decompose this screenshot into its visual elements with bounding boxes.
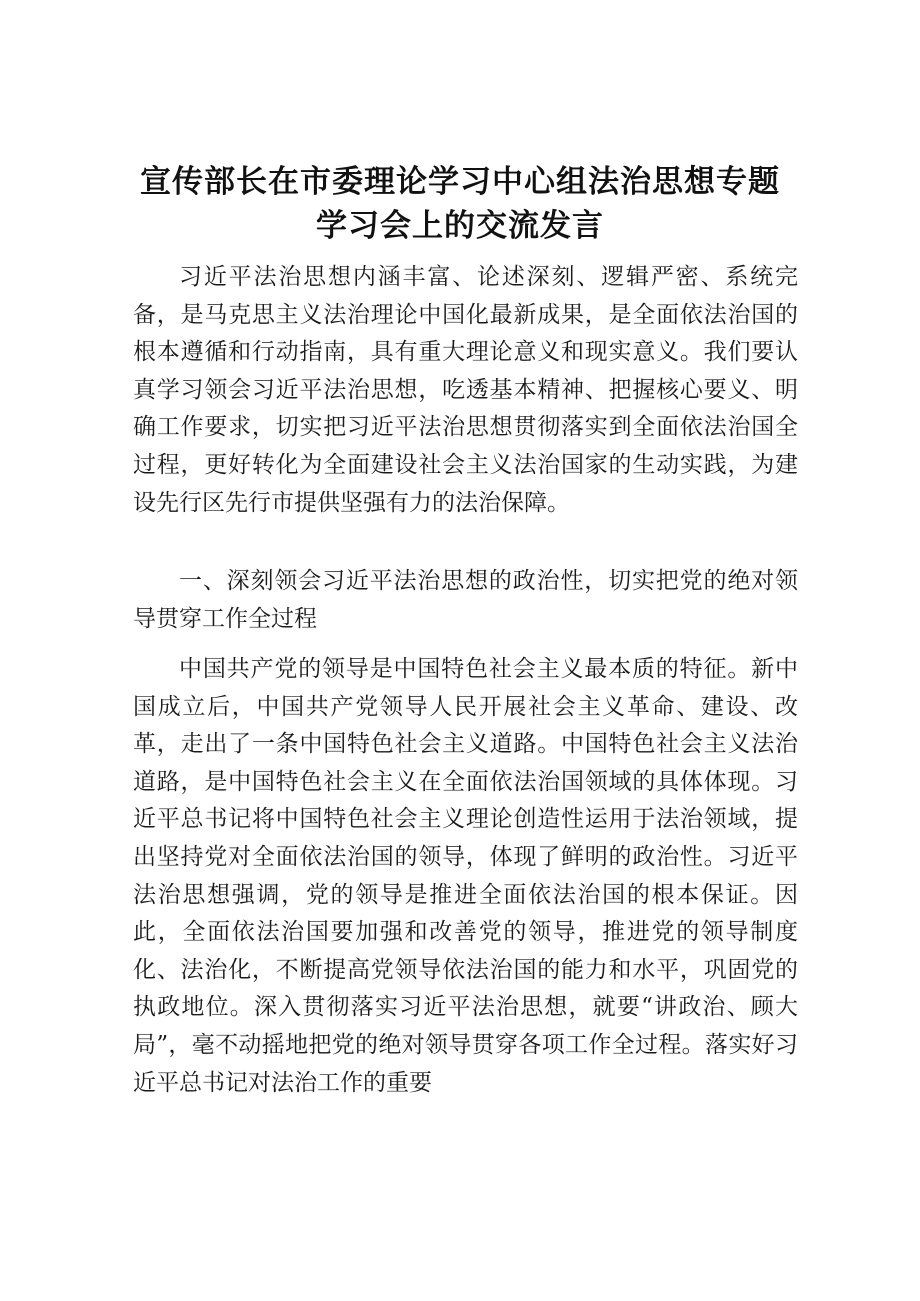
document-title bbox=[100, 160, 820, 248]
title-line-2: 学习会上的交流发言 bbox=[316, 208, 604, 244]
section-1-paragraph: 中国共产党的领导是中国特色社会主义最本质的特征。新中国成立后，中国共产党领导人民开展社会主义革命、建设、改革，走出了一条中国特色社会主义道路。中国特色社会主义法治道路，是中国特色社会主义在全面依法治国领域的具体体现。习近平总书记将中国特色社会主义理论创造性运用于法治领域，提出坚持党对全面依法治国的领导，体现了鲜明的政治性。习近平法治思想强调，党的领导是推进全面依法治国的根本保证。因此，全面依法治国要加强和改善党的领导，推进党的领导制度化、法治化，不断提高党领导依法治国的能力和水平，巩固党的执政地位。深入贯彻落实习近平法治思想，就要“讲政治、顾大局”，毫不动摇地把党的绝对领导贯穿各项工作全过程。落实好习近平总书记对法治工作的重要 bbox=[133, 656, 798, 1096]
title-line-1: 宣传部长在市委理论学习中心组法治思想专题 bbox=[140, 164, 780, 200]
section-heading-1: 一、深刻领会习近平法治思想的政治性，切实把党的绝对领导贯穿工作全过程 bbox=[133, 568, 798, 632]
intro-paragraph: 习近平法治思想内涵丰富、论述深刻、逻辑严密、系统完备，是马克思主义法治理论中国化最新成果，是全面依法治国的根本遵循和行动指南，具有重大理论意义和现实意义。我们要认真学习领会习近平法治思想，吃透基本精神、把握核心要义、明确工作要求，切实把习近平法治思想贯彻落实到全面依法治国全过程，更好转化为全面建设社会主义法治国家的生动实践，为建设先行区先行市提供坚强有力的法治保障。 bbox=[133, 264, 798, 516]
